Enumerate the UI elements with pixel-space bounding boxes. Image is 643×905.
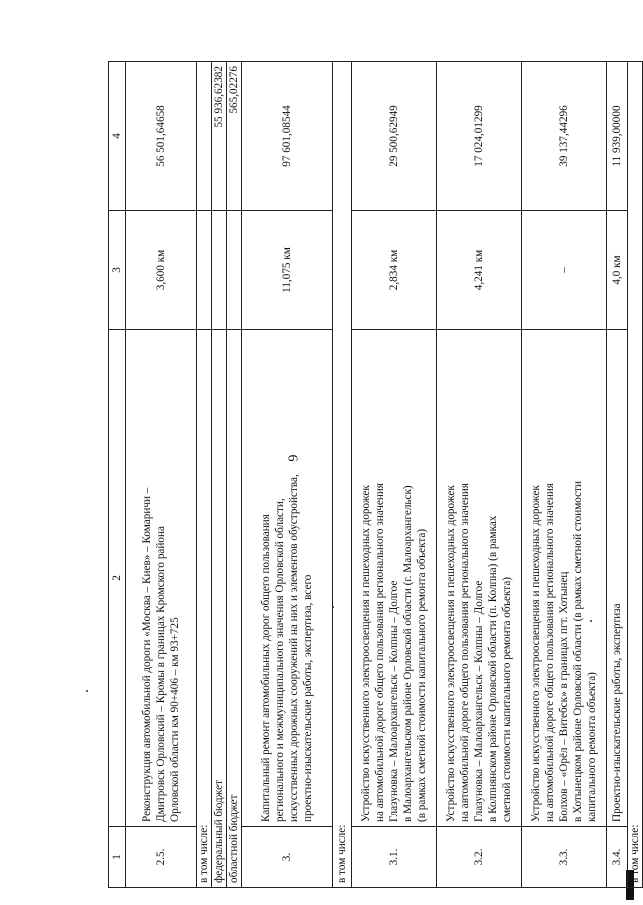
row-description [242,330,333,827]
table-row [126,62,197,888]
row-number: 2.5. [126,827,197,888]
header-col-4: 4 [109,62,126,211]
row-empty-cell [197,211,212,330]
description-line: капитального ремонта объекта) [586,672,598,822]
table-row [437,62,522,888]
description-line: Глазуновка – Малоархангельск – Колпны – Долгое [388,580,400,822]
description-line: Орловской области км 90+406 – км 93+725 [169,617,181,822]
row-description [522,330,607,827]
rotated-table-container [108,66,643,888]
row-amount: 97 601,08544 [242,62,333,211]
description-line: Болхов – «Орёл – Витебск» в границах пгт. Хотынец [558,571,570,822]
table-row [607,62,628,888]
row-amount: 565,02276 [227,62,242,211]
table-row [242,62,333,888]
row-empty-cell [197,62,212,211]
row-amount: 29 500,62949 [352,62,437,211]
table-row [227,62,242,888]
row-amount: 11 939,00000 [607,62,628,211]
row-amount: 55 936,62382 [212,62,227,211]
row-number: 3.1. [352,827,437,888]
row-amount: 17 024,01299 [437,62,522,211]
scan-speck [86,690,88,692]
description-line: Проектно-изыскательские работы, экспертиза [611,603,623,822]
description-line: в Колпнянском районе Орловской области (п. Колпна) (в рамках [487,515,499,822]
description-line: в Малоархангельском районе Орловской области (г. Малоархангельск) [402,485,414,822]
header-col-2: 2 [109,330,126,827]
table-row [197,62,212,888]
row-length: 4,241 км [437,211,522,330]
row-length: 4,0 км [607,211,628,330]
description-line: Реконструкция автомобильной дороги «Москва – Киев» – Комаричи – [141,487,153,822]
row-description [352,330,437,827]
row-number: 3. [242,827,333,888]
page-number: 6 [284,454,300,462]
description-line: искусственных дорожных сооружений на них и элементов обустройства, [288,474,300,822]
description-line: Устройство искусственного электроосвещения и пешеходных дорожек [360,485,372,822]
row-label: в том числе: [628,62,643,888]
row-label: областной бюджет [227,330,242,888]
row-description [607,330,628,827]
description-line: Дмитровск Орловский – Кромы в границах Кромского района [155,526,167,822]
row-label: федеральный бюджет [212,330,227,888]
description-line: в Хотынецком районе Орловской области (в рамках сметной стоимости [572,481,584,822]
row-length: – [522,211,607,330]
row-length: 11,075 км [242,211,333,330]
description-line: на автомобильной дороге общего пользования регионального значения [544,483,556,822]
header-col-3: 3 [109,211,126,330]
table-row [352,62,437,888]
row-description [126,330,197,827]
row-label: в том числе: [197,330,212,888]
description-line: Устройство искусственного электроосвещения и пешеходных дорожек [445,485,457,822]
description-line: Устройство искусственного электроосвещения и пешеходных дорожек [530,485,542,822]
row-length: 3,600 км [126,211,197,330]
row-description [437,330,522,827]
description-line: регионального и межмуниципального значения Орловской области, [274,498,286,822]
table-row [628,62,643,888]
description-line: сметной стоимости капитального ремонта объекта) [501,576,513,822]
row-label: в том числе: [333,62,352,888]
row-length: 2,834 км [352,211,437,330]
row-number: 3.4. [607,827,628,888]
table-row [522,62,607,888]
budget-table [108,61,643,888]
description-line: (в рамках сметной стоимости капитального ремонта объекта) [416,528,428,822]
header-col-1: 1 [109,827,126,888]
table-header-row [109,62,126,888]
row-empty-cell [212,211,227,330]
row-amount: 56 501,64658 [126,62,197,211]
description-line: Капитальный ремонт автомобильных дорог общего пользования [260,514,272,822]
description-line: на автомобильной дороге общего пользования регионального значения [374,483,386,822]
table-row [212,62,227,888]
description-line: на автомобильной дороге общего пользования регионального значения [459,483,471,822]
table-row [333,62,352,888]
description-line: проектно-изыскательские работы, экспертиза, всего [302,574,314,822]
description-line: Глазуновка – Малоархангельск – Колпны – Долгое [473,580,485,822]
row-number: 3.2. [437,827,522,888]
row-empty-cell [227,211,242,330]
row-number: 3.3. [522,827,607,888]
row-amount: 39 137,44296 [522,62,607,211]
